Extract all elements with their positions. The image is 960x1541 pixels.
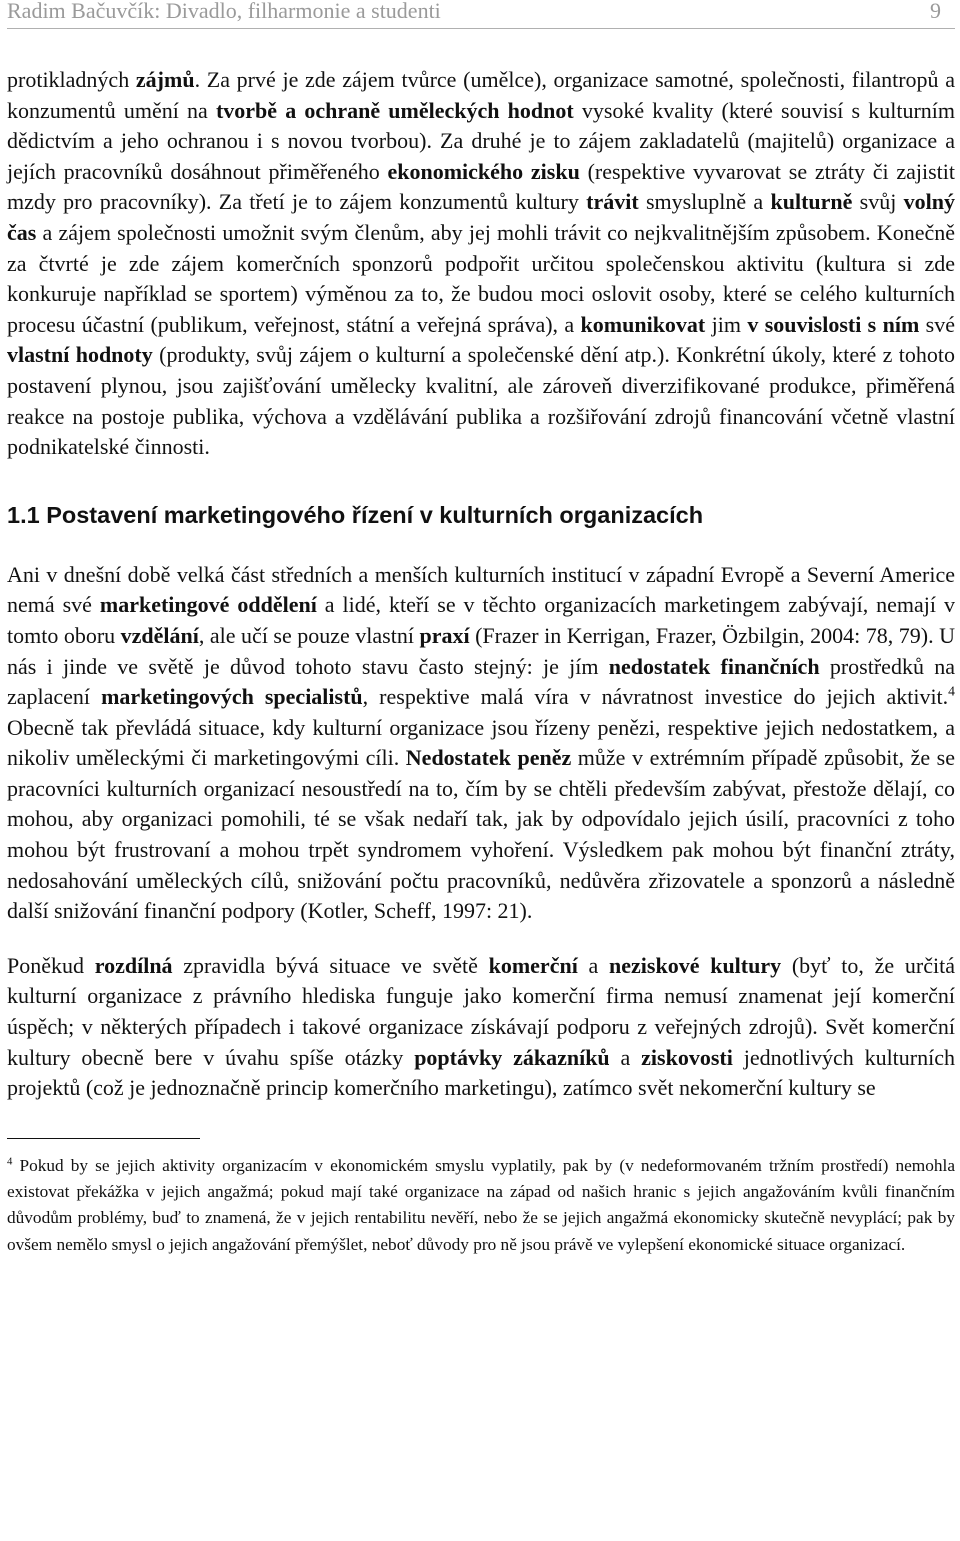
emphasis-text: marketingových specialistů xyxy=(101,684,363,710)
body-paragraph-3 xyxy=(7,951,955,1104)
text-run: jim xyxy=(705,311,748,337)
text-run: a xyxy=(577,952,610,978)
text-run: , respektive malá víra v návratnost investice do jejich aktivit. xyxy=(362,684,949,710)
emphasis-text: tvorbě a ochraně uměleckých hodnot xyxy=(215,97,574,123)
text-run: Pokud by se jejich aktivity organizacím v ekonomickém smyslu vyplatily, pak by (v nedeformovaném tržním prostředí) nemohla existovat překážka v jejich angažmá; pokud mají také organizace na západ od našich hranic s jejich angažováním kvůli finančním důvodům problémy, buď to znamená, že v jejich rentabilitu nevěří, nebo že se jejich angažmá ekonomicky skutečně nevyplácí; pak by ovšem nemělo smysl o jejich angažování přemýšlet, neboť důvody pro ně jsou právě ve vylepšení ekonomické situace organizací. xyxy=(7,1155,955,1254)
emphasis-text: Nedostatek peněz xyxy=(405,745,572,771)
text-run: (Frazer in Kerrigan, Frazer, Özbilgin, 2004: 78, 79). U nás i jinde ve světě je důvod tohoto stavu často stejný: je jím xyxy=(7,622,955,679)
text-run: prostředků na zaplacení xyxy=(7,653,955,710)
section-heading xyxy=(7,500,955,530)
body-paragraph-2 xyxy=(7,560,955,927)
text-run: jednotlivých kulturních projektů (což je jednoznačně princip komerčního marketingu), zatímco svět nekomerční kultury se xyxy=(7,1044,955,1101)
page-number: 9 xyxy=(930,0,941,23)
section-number: 1.1 xyxy=(7,501,40,528)
text-run: (byť to, že určitá kulturní organizace z právního hlediska funguje jako komerční firma nemusí znamenat její komerční úspěch; v některých případech i takové organizace získávají podporu z veřejných zdrojů). Svět komerční kultury obecně bere v úvahu spíše otázky xyxy=(7,952,955,1070)
text-run: své xyxy=(919,311,955,337)
text-run: , ale učí se pouze vlastní xyxy=(198,622,420,648)
body-paragraph-1 xyxy=(7,65,955,463)
text-run: a xyxy=(609,1044,642,1070)
footnote-4 xyxy=(7,1153,955,1258)
emphasis-text: komerční xyxy=(488,952,578,978)
emphasis-text: vzdělání xyxy=(120,622,199,648)
emphasis-text: volný čas xyxy=(7,189,955,245)
emphasis-text: poptávky zákazníků xyxy=(414,1044,610,1070)
emphasis-text: praxí xyxy=(419,622,470,648)
text-run: Ani v dnešní době velká část středních a menších kulturních institucí v západní Evropě a Severní Americe nemá své xyxy=(7,561,955,618)
text-run: svůj xyxy=(852,189,904,215)
emphasis-text: komunikovat xyxy=(580,311,706,337)
footnote-marker: 4 xyxy=(7,1155,13,1168)
text-run: vysoké kvality (které souvisí s kulturním dědictvím a jeho ochranou i s novou tvorbou). Za druhé je to zájem zakladatelů (majitelů) organizace a jejích pracovníků dosáhnout přiměřeného xyxy=(7,97,955,184)
text-run: zpravidla bývá situace ve světě xyxy=(172,952,489,978)
text-run: protikladných xyxy=(7,67,136,92)
text-run: . Za prvé je zde zájem tvůrce (umělce), organizace samotné, společnosti, filantropů a konzumentů umění na xyxy=(7,67,956,123)
text-run: a lidé, kteří se v těchto organizacích marketingem zabývají, nemají v tomto oboru xyxy=(7,592,955,648)
footnote-marker: 4 xyxy=(948,683,955,699)
text-run: (produkty, svůj zájem o kulturní a společenské dění atp.). Konkrétní úkoly, které z tohoto postavení plynou, jsou zajišťování umělecky kvalitní, ale zároveň diverzifikované produkce, přiměřená reakce na postoje publika, výchova a vzdělávání publika a rozšiřování zdrojů financování včetně vlastní podnikatelské činnosti. xyxy=(7,342,955,460)
text-run: smysluplně a xyxy=(638,189,771,215)
footnote-separator xyxy=(7,1138,200,1139)
text-run: může v extrémním případě způsobit, že se pracovníci kulturních organizací nesoustředí na to, čím by se chtěli především zabývat, přestože dělají, co mohou, aby organizaci pomohili, té se však nedaří tak, jak by odpovídalo jejich úsilí, pracovníci z toho mohou být frustrovaní a mohou trpět syndromem vyhoření. Výsledkem pak mohou být finanční ztráty, nedosahování uměleckých cílů, snižování počtu pracovníků, nedůvěra zřizovatele a sponzorů a následně další snižování finanční podpory (Kotler, Scheff, 1997: 21). xyxy=(7,745,955,924)
running-header xyxy=(7,0,955,29)
emphasis-text: neziskové kultury xyxy=(609,952,782,978)
section-title: Postavení marketingového řízení v kulturních organizacích xyxy=(46,501,704,528)
emphasis-text: nedostatek finančních xyxy=(608,653,820,679)
emphasis-text: marketingové oddělení xyxy=(99,592,317,618)
text-run: Poněkud xyxy=(7,952,95,978)
emphasis-text: ziskovosti xyxy=(641,1044,733,1070)
text-run: (respektive vyvarovat se ztráty či zajistit mzdy pro pracovníky). Za třetí je to zájem konzumentů kultury xyxy=(7,158,955,215)
emphasis-text: zájmů xyxy=(135,67,195,92)
running-title: Radim Bačuvčík: Divadlo, filharmonie a studenti xyxy=(7,0,441,23)
text-run: Obecně tak převládá situace, kdy kulturní organizace jsou řízeny penězi, respektive jejich nedostatkem, a nikoliv uměleckými či marketingovými cíli. xyxy=(7,714,955,771)
emphasis-text: vlastní hodnoty xyxy=(7,342,153,368)
emphasis-text: trávit xyxy=(586,189,639,215)
text-run: a zájem společnosti umožnit svým členům, aby jej mohli trávit co nejkvalitnějším způsobem. Konečně za čtvrté je zde zájem komerčních sponzorů podpořit určitou společenskou aktivitu (kultura si zde konkuruje například se sportem) výměnou za to, že budou moci oslovit osoby, které se celého kulturních procesu účastní (publikum, veřejnost, státní a veřejná správa), a xyxy=(7,219,955,337)
emphasis-text: rozdílná xyxy=(94,952,173,978)
emphasis-text: v souvislosti s ním xyxy=(747,311,920,337)
emphasis-text: ekonomického zisku xyxy=(387,158,580,184)
emphasis-text: kulturně xyxy=(770,189,853,215)
